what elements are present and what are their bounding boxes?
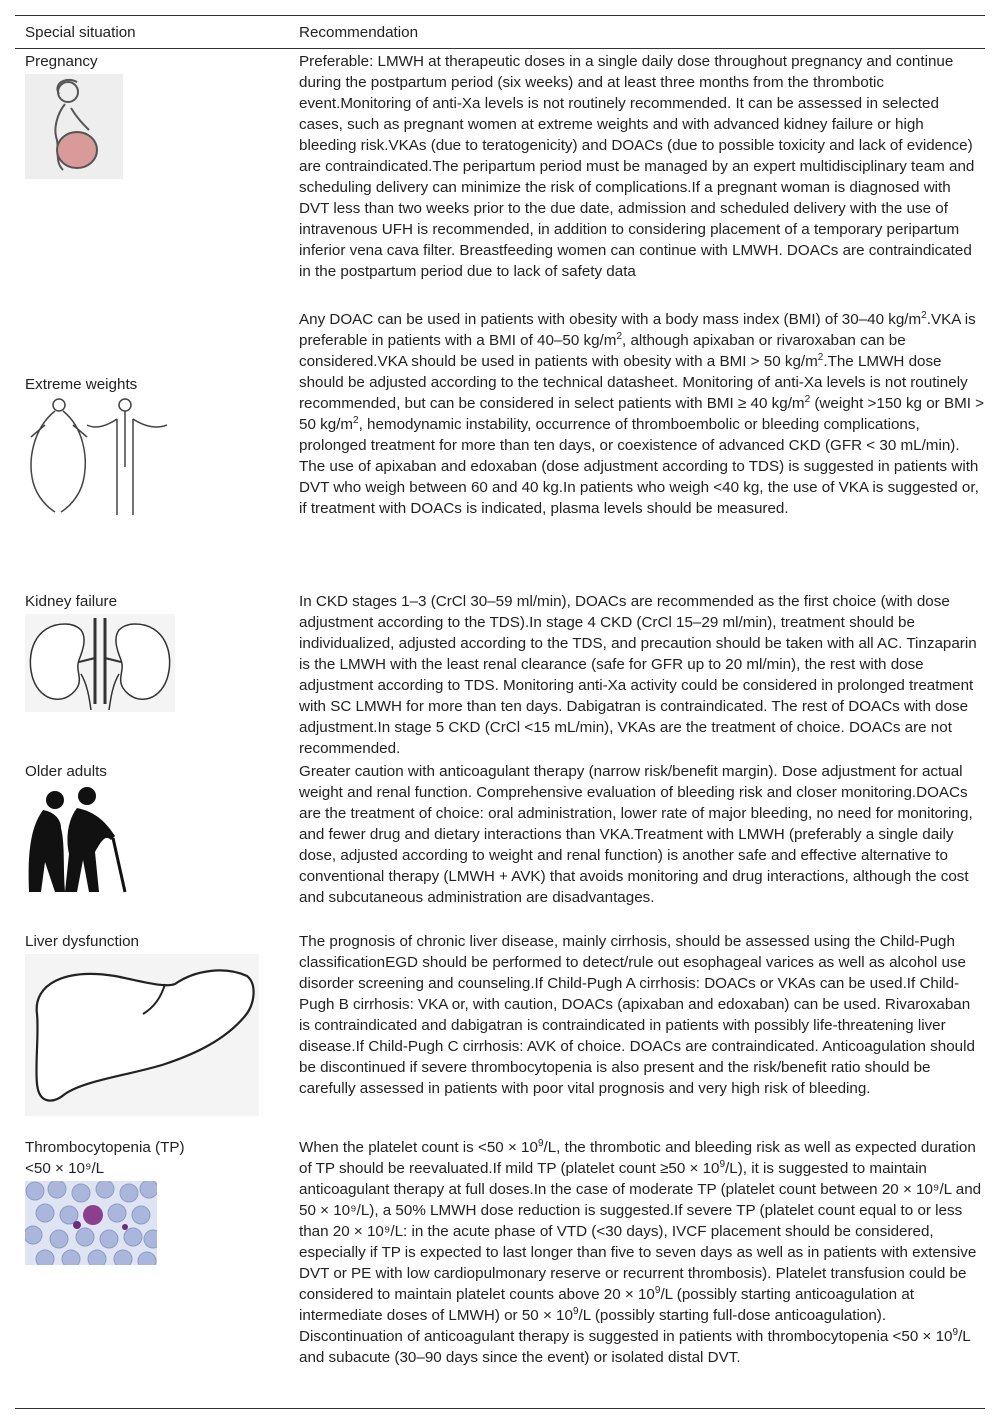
recommendations-table — [15, 15, 985, 1409]
recommendation-text: When the platelet count is $<50 \times 10^9/L$, the thrombotic and bleeding risk as well as expected duration of TP should be reevaluated.If mild TP (platelet count $\ge 50 \times 10^9/L$), it is suggested to maintain anticoagulant therapy at full doses.In the case of moderate TP (platelet count between 20 × 10⁹/L and 50 × 10⁹/L), a 50% LMWH dose reduction is suggested.If severe TP (platelet count equal to or less than 20 × 10⁹/L: in the acute phase of VTD (<30 days), IVCF placement should be considered, especially if TP is expected to last longer than five to seven days as well as in patients with extensive DVT or PE with low cardiopulmonary reserve or recurrent thrombosis). Platelet transfusion could be considered to maintain platelet counts above $20 \times 10^9/L$ (possibly starting anticoagulation at intermediate doses of LMWH) or $50 \times 10^9/L$ (possibly starting full-dose anticoagulation). Discontinuation of anticoagulant therapy is suggested in patients with thrombocytopenia $<50 \times 10^9/L$ and subacute (30–90 days since the event) or isolated distal DVT. — [299, 1137, 982, 1366]
recommendation-text: In CKD stages 1–3 (CrCl 30–59 ml/min), DOACs are recommended as the first choice (with dose adjustment according to the TDS).In stage 4 CKD (CrCl 15–29 ml/min), treatment should be individualized, adjusted according to the TDS, and precaution should be taken with all AC. Tinzaparin is the LMWH with the least renal clearance (safe for GFR up to 20 ml/min), the rest with dose adjustment according to TDS. Monitoring anti-Xa activity could be considered in prolonged treatment with SC LMWH for more than ten days. Dabigatran is contraindicated. The rest of DOACs with dose adjustment.In stage 5 CKD (CrCl <15 mL/min), VKAs are the treatment of choice. DOACs are not recommended. — [299, 593, 977, 757]
table-row-pregnancy — [15, 49, 985, 309]
table-row-extreme-weights — [15, 309, 985, 591]
header-recommendation: Recommendation — [299, 23, 419, 41]
body-shapes-icon — [25, 397, 175, 517]
situation-label: Older adults — [25, 763, 107, 780]
liver-icon — [25, 954, 259, 1116]
situation-label: Extreme weights — [25, 376, 138, 393]
table-header — [15, 16, 985, 48]
situation-label: Thrombocytopenia (TP) — [25, 1139, 185, 1156]
table-row-kidney-failure — [15, 591, 985, 761]
pregnant-woman-icon — [25, 74, 123, 179]
recommendation-text: Greater caution with anticoagulant therapy (narrow risk/benefit margin). Dose adjustment for actual weight and renal function. Comprehensive evaluation of bleeding risk and closer monitoring.DOACs are the treatment of choice: oral administration, lower rate of major bleeding, no need for monitoring, and fewer drug and dietary interactions than VKA.Treatment with LMWH (preferably a single daily dose, adjusted according to weight and renal function) is another safe and effective alternative to conventional therapy (LMWH + AVK) that avoids monitoring and drug interactions, although the cost and subcutaneous administration are disadvantages. — [299, 763, 973, 906]
situation-sublabel: <50 × 10⁹/L — [25, 1160, 105, 1177]
recommendation-text-part-b: The use of apixaban and edoxaban (dose adjustment according to TDS) is suggested in patients with DVT who weigh between 60 and 40 kg.In patients who weigh <40 kg, the use of VKA is suggested or, if treatment with DOACs is indicated, plasma levels should be measured. — [299, 458, 979, 517]
recommendation-text-part-a: Any DOAC can be used in patients with obesity with a body mass index (BMI) of 30–40 $kg/m^2.VKA$ is preferable in patients with a BMI of 40–50 $kg/m^2$, although apixaban or rivaroxaban can be considered.VKA should be used in patients with obesity with a BMI > 50 $kg/m^2.The$ LMWH dose should be adjusted according to the technical datasheet. Monitoring of anti-Xa levels is not routinely recommended, but can be considered in select patients with BMI ≥ 40 $kg/m^2$ (weight >150 kg or BMI > 50 $kg/m^2$, hemodynamic instability, occurrence of thromboembolic or bleeding complications, prolonged treatment for more than ten days, or coexistence of advanced CKD (GFR < 30 mL/min). — [299, 309, 985, 454]
situation-label: Kidney failure — [25, 593, 118, 610]
table-row-liver-dysfunction — [15, 931, 985, 1137]
elderly-couple-icon — [25, 784, 130, 896]
kidneys-icon — [25, 614, 175, 712]
blood-smear-icon — [25, 1181, 157, 1265]
table-bottom-rule — [15, 1408, 985, 1409]
header-special-situation: Special situation — [25, 23, 136, 41]
table-row-thrombocytopenia — [15, 1137, 985, 1408]
recommendation-text: The prognosis of chronic liver disease, mainly cirrhosis, should be assessed using the Child-Pugh classificationEGD should be performed to detect/rule out esophageal varices as well as alcohol use disorder screening and counseling.If Child-Pugh A cirrhosis: DOACs or VKAs can be used.If Child-Pugh B cirrhosis: VKA or, with caution, DOACs (apixaban and edoxaban) can be used. Rivaroxaban is contraindicated and dabigatran is contraindicated in patients with possibly life-threatening liver disease.If Child-Pugh C cirrhosis: AVK of choice. DOACs are contraindicated. Anticoagulation should be discontinued if severe thrombocytopenia is also present and the risk/benefit ratio should be carefully assessed in patients with poor vital prognosis and very high risk of bleeding. — [299, 933, 975, 1097]
situation-label: Liver dysfunction — [25, 933, 139, 950]
recommendation-text: Preferable: LMWH at therapeutic doses in a single daily dose throughout pregnancy and continue during the postpartum period (six weeks) and at least three months from the thrombotic event.Monitoring of anti-Xa levels is not routinely recommended. It can be assessed in selected cases, such as pregnant women at extreme weights and with advanced kidney failure or high bleeding risk.VKAs (due to teratogenicity) and DOACs (due to possible toxicity and lack of evidence) are contraindicated.The peripartum period must be managed by an expert multidisciplinary team and scheduling delivery can minimize the risk of complications.If a pregnant woman is diagnosed with DVT less than two weeks prior to the due date, admission and scheduled delivery with the use of intravenous UFH is recommended, in addition to considering placement of a temporary peripartum inferior vena cava filter. Breastfeeding women can continue with LMWH. DOACs are contraindicated in the postpartum period due to lack of safety data — [299, 53, 975, 280]
table-row-older-adults — [15, 761, 985, 931]
situation-label: Pregnancy — [25, 53, 98, 70]
